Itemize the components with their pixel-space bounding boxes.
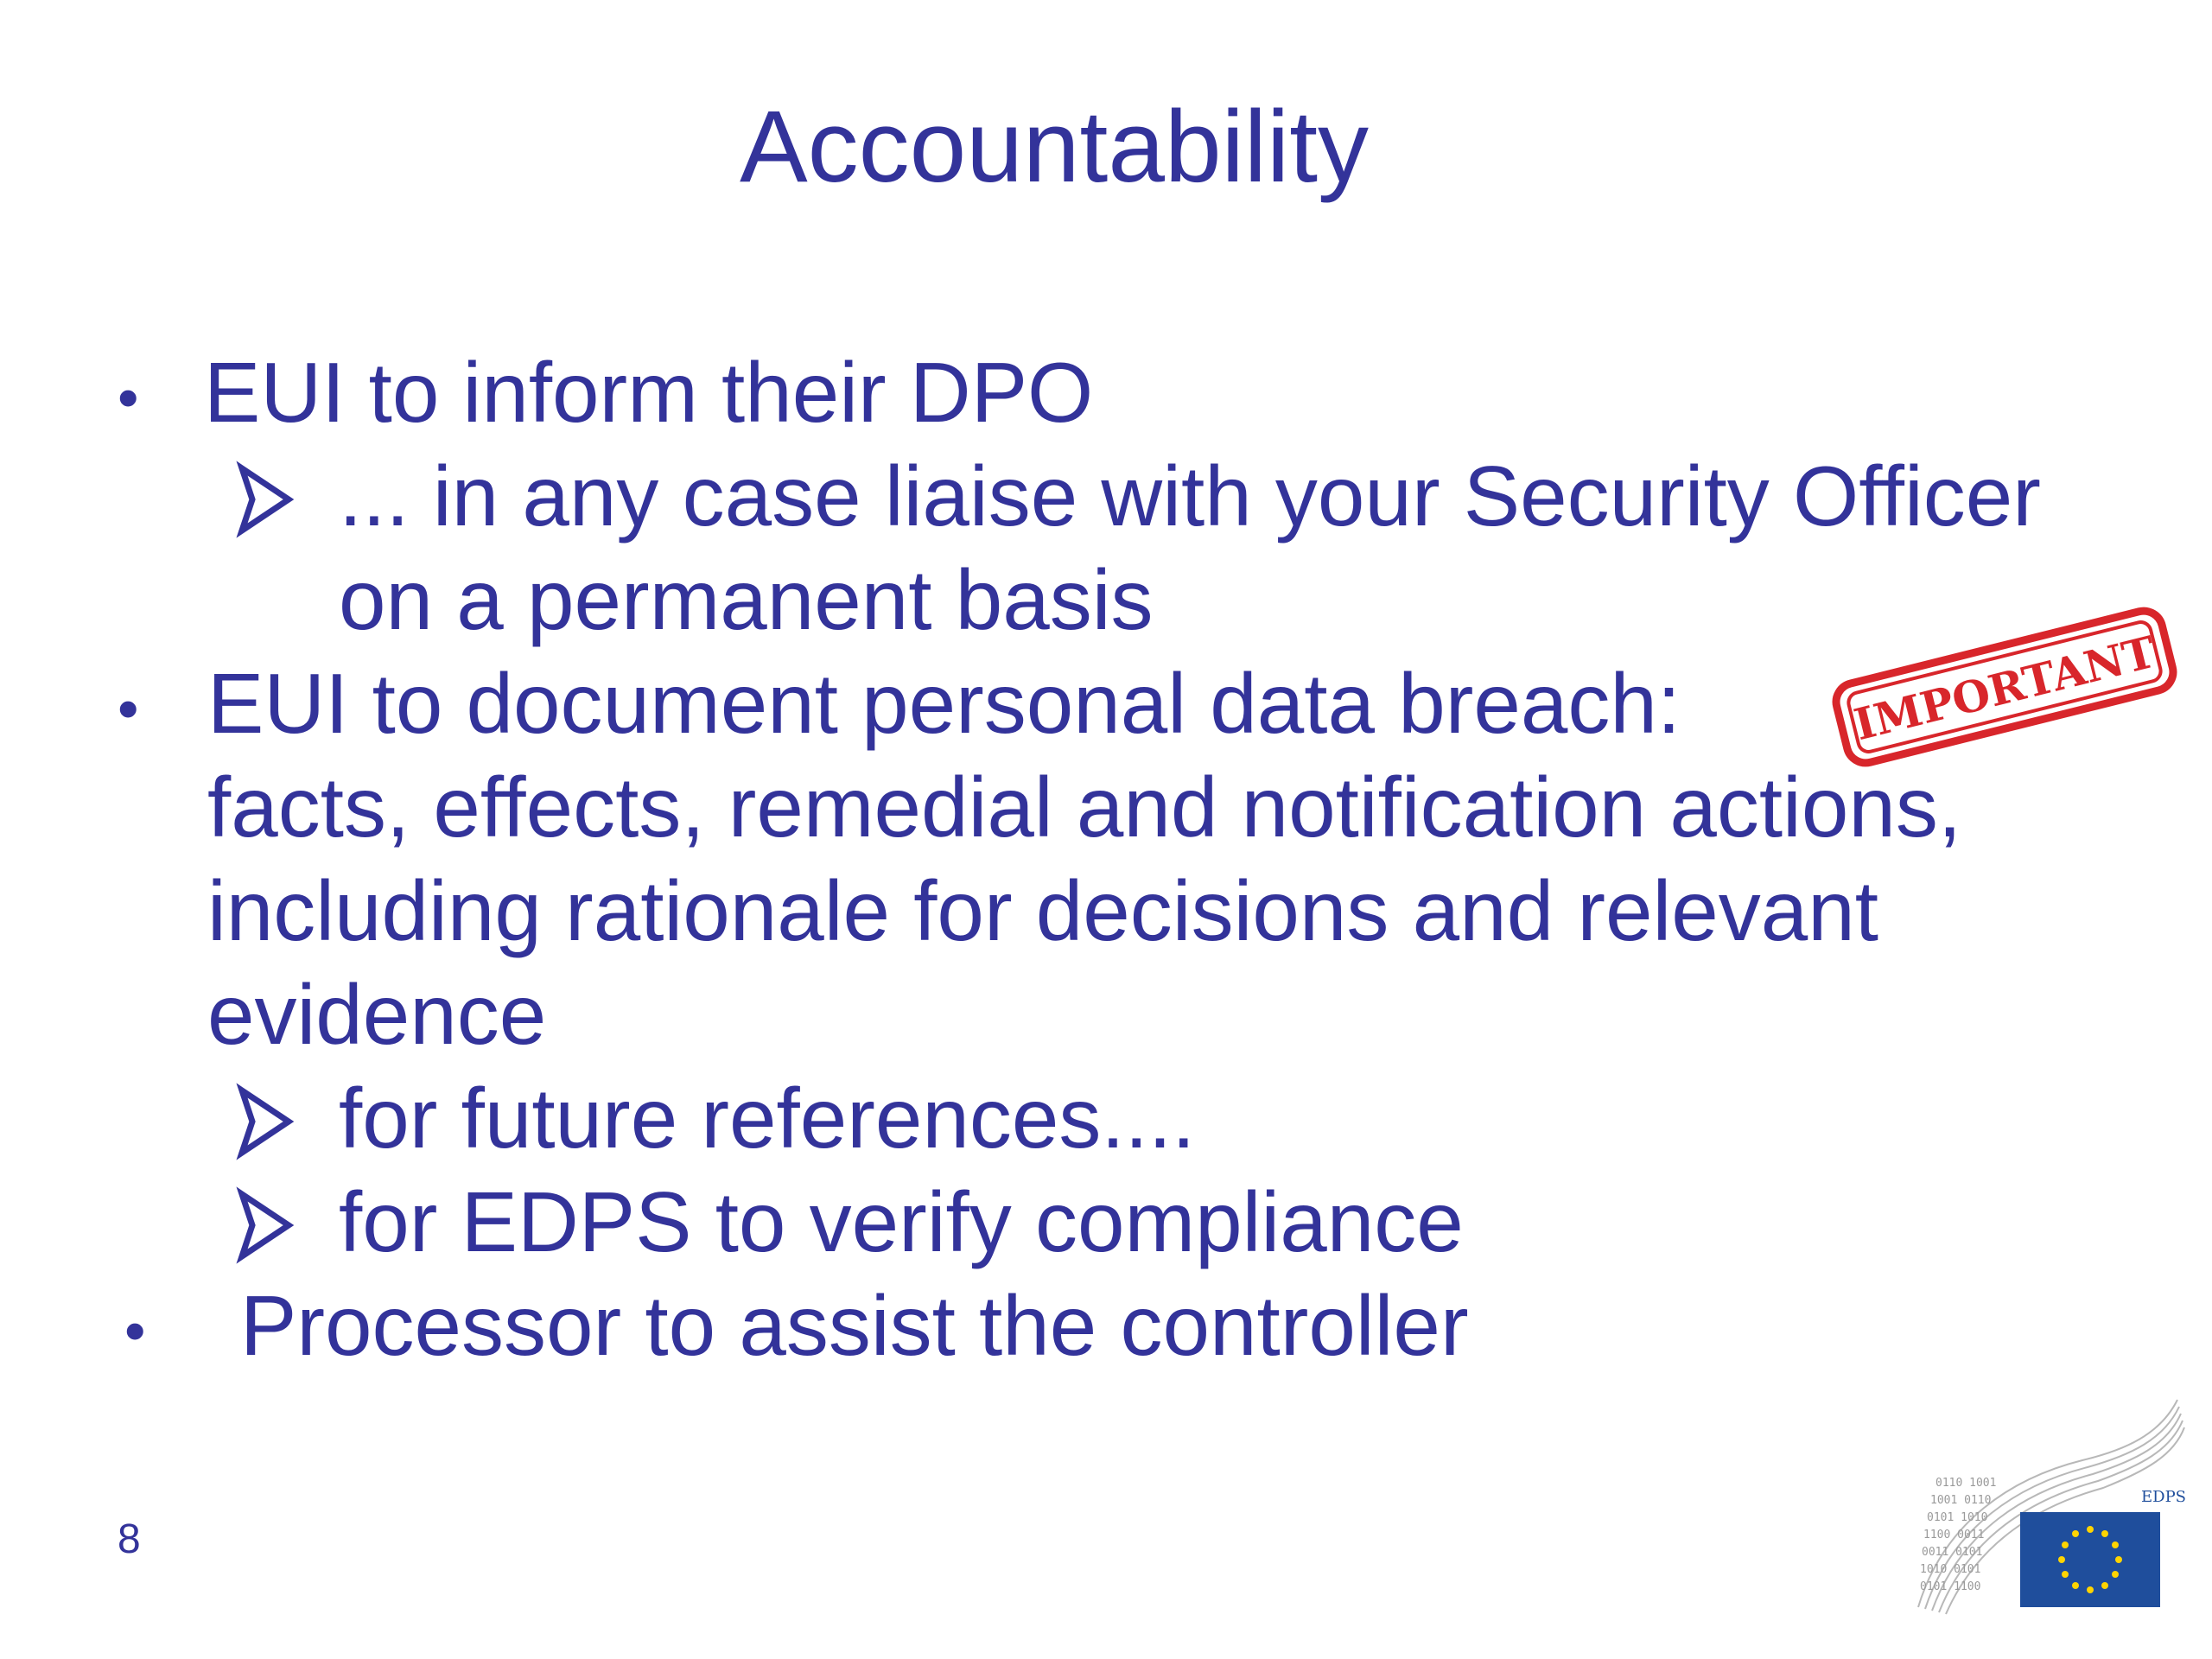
svg-text:0101 1100: 0101 1100	[1920, 1580, 1981, 1593]
continuation-text: facts, effects, remedial and notification actions,	[207, 760, 1962, 855]
bullet-dot: •	[118, 675, 139, 742]
svg-text:0110 1001: 0110 1001	[1936, 1477, 1997, 1490]
svg-text:1001 0110: 1001 0110	[1930, 1494, 1992, 1507]
page-number: 8	[118, 1516, 141, 1562]
arrow-bullet-icon	[235, 449, 296, 553]
sub-bullet-text: for EDPS to verify compliance	[339, 1174, 1464, 1269]
svg-text:0011 0101: 0011 0101	[1922, 1546, 1983, 1559]
svg-text:1010 0101: 1010 0101	[1920, 1563, 1981, 1576]
slide-title: Accountability	[739, 90, 1370, 204]
bullet-dot: •	[118, 364, 139, 431]
sub-bullet-text: ... in any case liaise with your Security Officer	[339, 448, 2041, 543]
bullet-text: Processor to assist the controller	[240, 1278, 1469, 1373]
svg-text:0101 1010: 0101 1010	[1927, 1511, 1988, 1524]
sub-bullet-text: for future references....	[339, 1071, 1196, 1166]
continuation-text: evidence	[207, 967, 547, 1062]
logo-text: EDPS	[2141, 1488, 2186, 1506]
bullet-text: EUI to document personal data breach:	[207, 656, 1681, 751]
svg-text:1100 0011: 1100 0011	[1923, 1529, 1985, 1541]
continuation-text: including rationale for decisions and relevant	[207, 863, 1878, 958]
continuation-text: on a permanent basis	[339, 552, 1154, 647]
bullet-text: EUI to inform their DPO	[204, 345, 1094, 440]
stamp-text: IMPORTANT	[1849, 626, 2161, 751]
important-stamp	[1826, 599, 2184, 775]
bullet-dot: •	[124, 1297, 146, 1364]
arrow-bullet-icon	[235, 1071, 296, 1175]
arrow-bullet-icon	[235, 1175, 296, 1279]
edps-logo	[1910, 1382, 2186, 1624]
